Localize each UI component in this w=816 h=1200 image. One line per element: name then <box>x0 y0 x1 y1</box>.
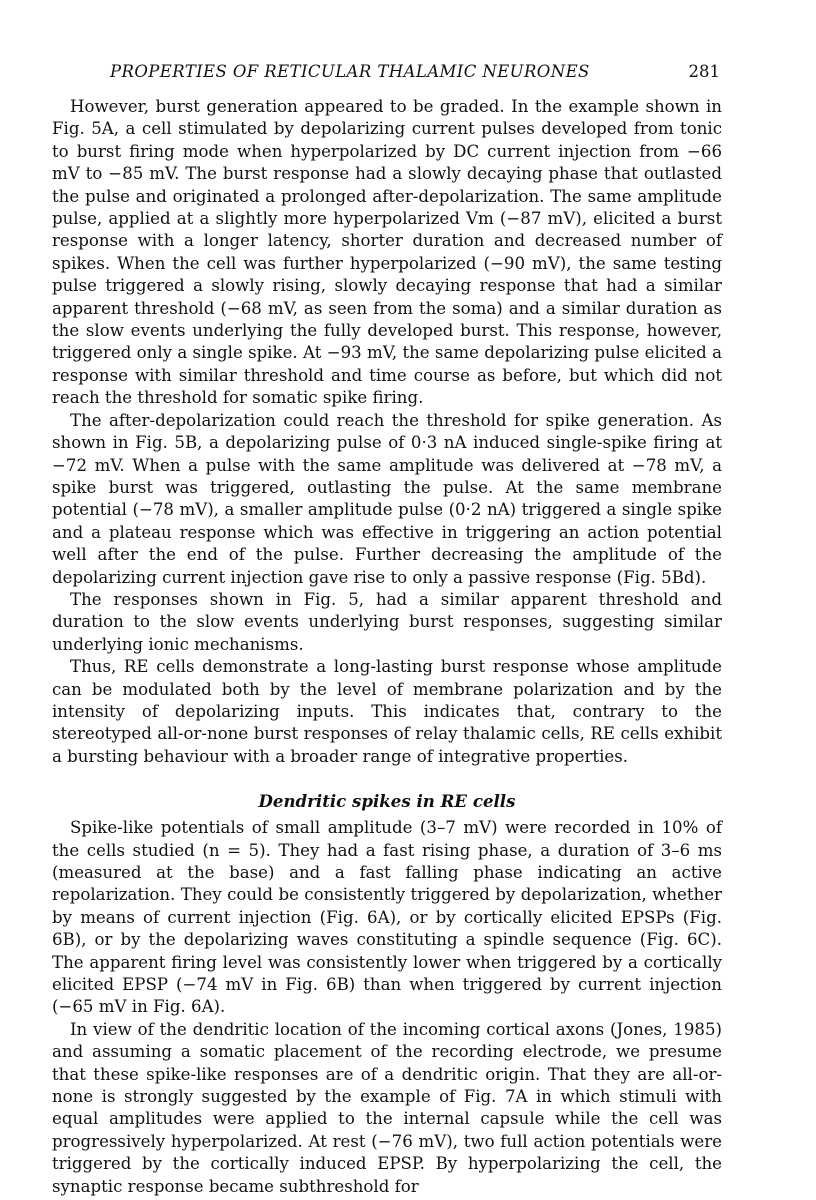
paragraph-conclusion: Thus, RE cells demonstrate a long-lasting burst response whose amplitude can be modulated both by the level of membrane polarization and by the intensity of depolarizing inputs. This indicates that, contrary to the stereotyped all-or-none burst responses of relay thalamic cells, RE cells exhibit a bursting behaviour with a broader range of integrative properties. <box>52 657 722 766</box>
page-header <box>110 62 720 86</box>
paragraph-after-depolarization: The after-depolarization could reach the threshold for spike generation. As shown in Fig. 5B, a depolarizing pulse of 0·3 nA induced single-spike firing at −72 mV. When a pulse with the same amplitude was delivered at −78 mV, a spike burst was triggered, outlasting the pulse. At the same membrane potential (−78 mV), a smaller amplitude pulse (0·2 nA) triggered a single spike and a plateau response which was effective in triggering an action potential well after the end of the pulse. Further decreasing the amplitude of the depolarizing current injection gave rise to only a passive response (Fig. 5Bd). <box>52 410 722 587</box>
paragraph-dendritic-origin: In view of the dendritic location of the incoming cortical axons (Jones, 1985) and assuming a somatic placement of the recording electrode, we presume that these spike-like responses are of a dendritic origin. That they are all-or-none is strongly suggested by the example of Fig. 7A in which stimuli with equal amplitudes were applied to the internal capsule while the cell was progressively hyperpolarized. At rest (−76 mV), two full action potentials were triggered by the cortically induced EPSP. By hyperpolarizing the cell, the synaptic response became subthreshold for <box>52 1019 722 1196</box>
paragraph-spike-like-potentials: Spike-like potentials of small amplitude (3–7 mV) were recorded in 10% of the cells studied (n = 5). They had a fast rising phase, a duration of 3–6 ms (measured at the base) and a fast falling phase indicating an active repolarization. They could be consistently triggered by depolarization, whether by means of current injection (Fig. 6A), or by cortically elicited EPSPs (Fig. 6B), or by the depolarizing waves constituting a spindle sequence (Fig. 6C). The apparent firing level was consistently lower when triggered by a cortically elicited EPSP (−74 mV in Fig. 6B) than when triggered by current injection (−65 mV in Fig. 6A). <box>52 818 722 1017</box>
article-body <box>52 96 722 1198</box>
running-title: PROPERTIES OF RETICULAR THALAMIC NEURONES <box>110 62 590 81</box>
paragraph-graded-burst: However, burst generation appeared to be graded. In the example shown in Fig. 5A, a cell stimulated by depolarizing current pulses developed from tonic to burst firing mode when hyperpolarized by DC current injection from −66 mV to −85 mV. The burst response had a slowly decaying phase that outlasted the pulse and originated a prolonged after-depolarization. The same amplitude pulse, applied at a slightly more hyperpolarized Vm (−87 mV), elicited a burst response with a longer latency, shorter duration and decreased number of spikes. When the cell was further hyperpolarized (−90 mV), the same testing pulse triggered a slowly rising, slowly decaying response that had a similar apparent threshold (−68 mV, as seen from the soma) and a similar duration as the slow events underlying the fully developed burst. This response, however, triggered only a single spike. At −93 mV, the same depolarizing pulse elicited a response with similar threshold and time course as before, but which did not reach the threshold for somatic spike firing. <box>52 97 722 408</box>
section-heading: Dendritic spikes in RE cells <box>258 791 516 812</box>
page-number: 281 <box>688 62 720 81</box>
paragraph-fig5-responses: The responses shown in Fig. 5, had a similar apparent threshold and duration to the slow events underlying burst responses, suggesting similar underlying ionic mechanisms. <box>52 589 722 654</box>
